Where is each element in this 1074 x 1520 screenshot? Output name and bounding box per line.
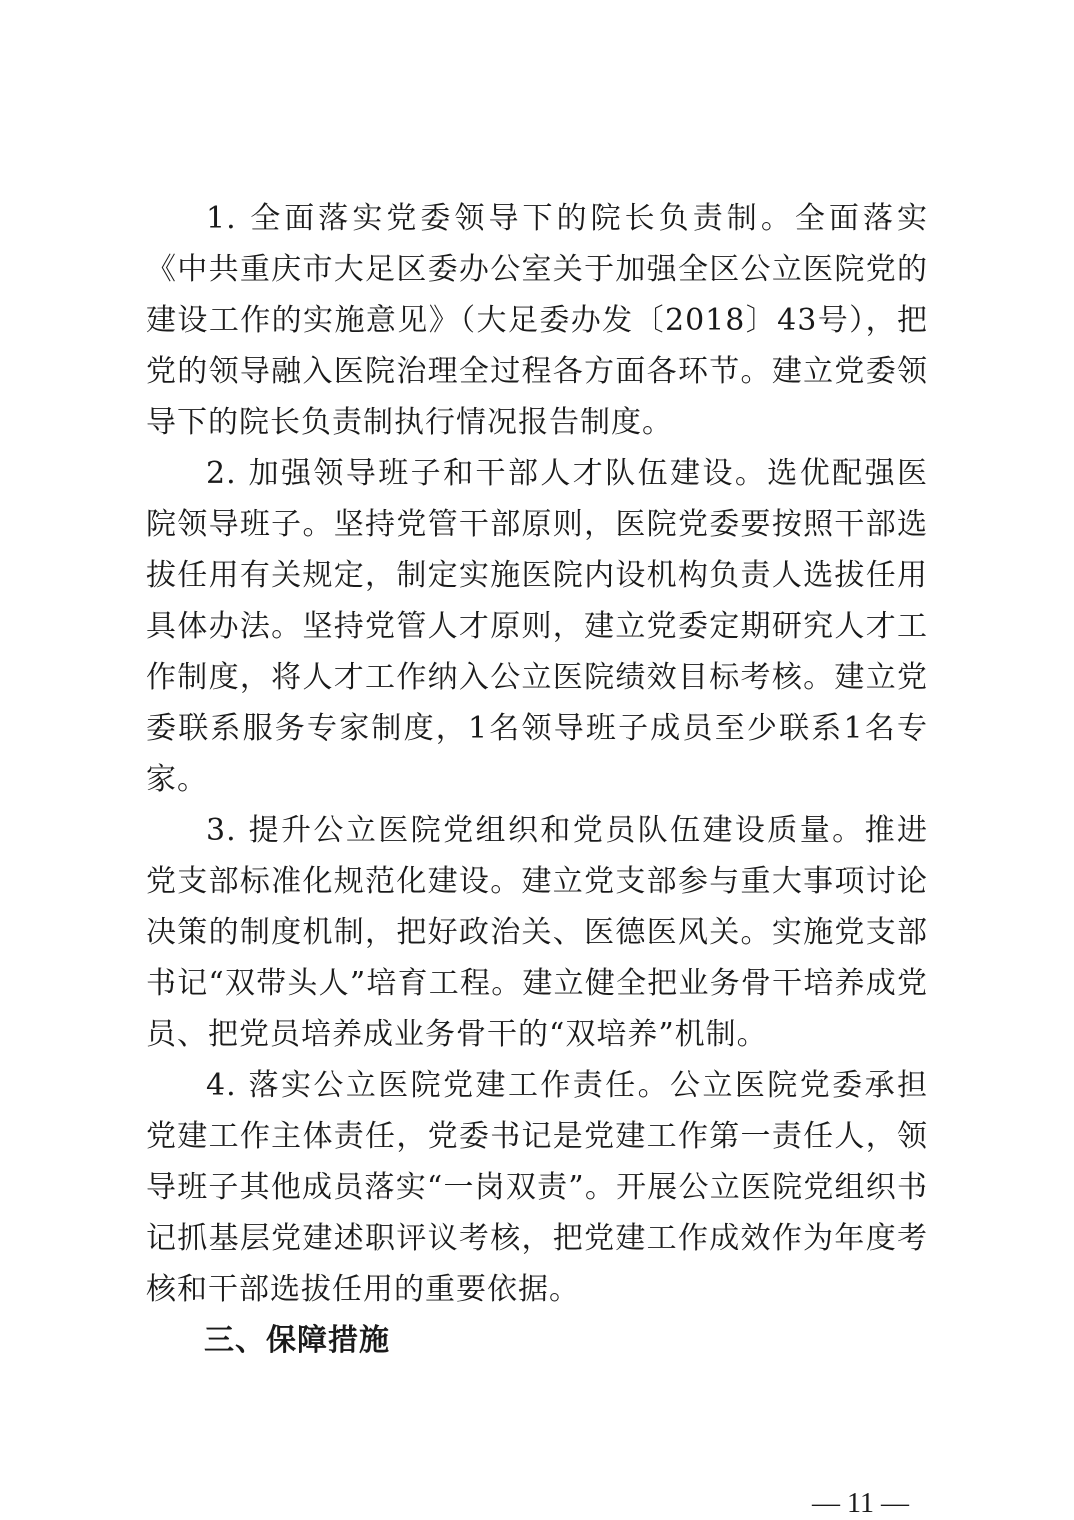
- page-number: — 11 —: [812, 1488, 909, 1519]
- paragraph-4: 4. 落实公立医院党建工作责任。公立医院党委承担党建工作主体责任，党委书记是党建工作第一责任人，领导班子其他成员落实“一岗双责”。开展公立医院党组织书记抓基层党建述职评议考核，把党建工作成效作为年度考核和干部选拔任用的重要依据。: [146, 1068, 928, 1307]
- paragraph-2: 2. 加强领导班子和干部人才队伍建设。选优配强医院领导班子。坚持党管干部原则，医院党委要按照干部选拔任用有关规定，制定实施医院内设机构负责人选拔任用具体办法。坚持党管人才原则，建立党委定期研究人才工作制度，将人才工作纳入公立医院绩效目标考核。建立党委联系服务专家制度，1名领导班子成员至少联系1名专家。: [146, 456, 928, 797]
- paragraph-1: 1. 全面落实党委领导下的院长负责制。全面落实《中共重庆市大足区委办公室关于加强全区公立医院党的建设工作的实施意见》（大足委办发〔2018〕43号），把党的领导融入医院治理全过程各方面各环节。建立党委领导下的院长负责制执行情况报告制度。: [146, 201, 928, 440]
- section-heading: 三、保障措施: [204, 1323, 390, 1358]
- document-body: [146, 193, 928, 1366]
- paragraph-3: 3. 提升公立医院党组织和党员队伍建设质量。推进党支部标准化规范化建设。建立党支部参与重大事项讨论决策的制度机制，把好政治关、医德医风关。实施党支部书记“双带头人”培育工程。建立健全把业务骨干培养成党员、把党员培养成业务骨干的“双培养”机制。: [146, 813, 928, 1052]
